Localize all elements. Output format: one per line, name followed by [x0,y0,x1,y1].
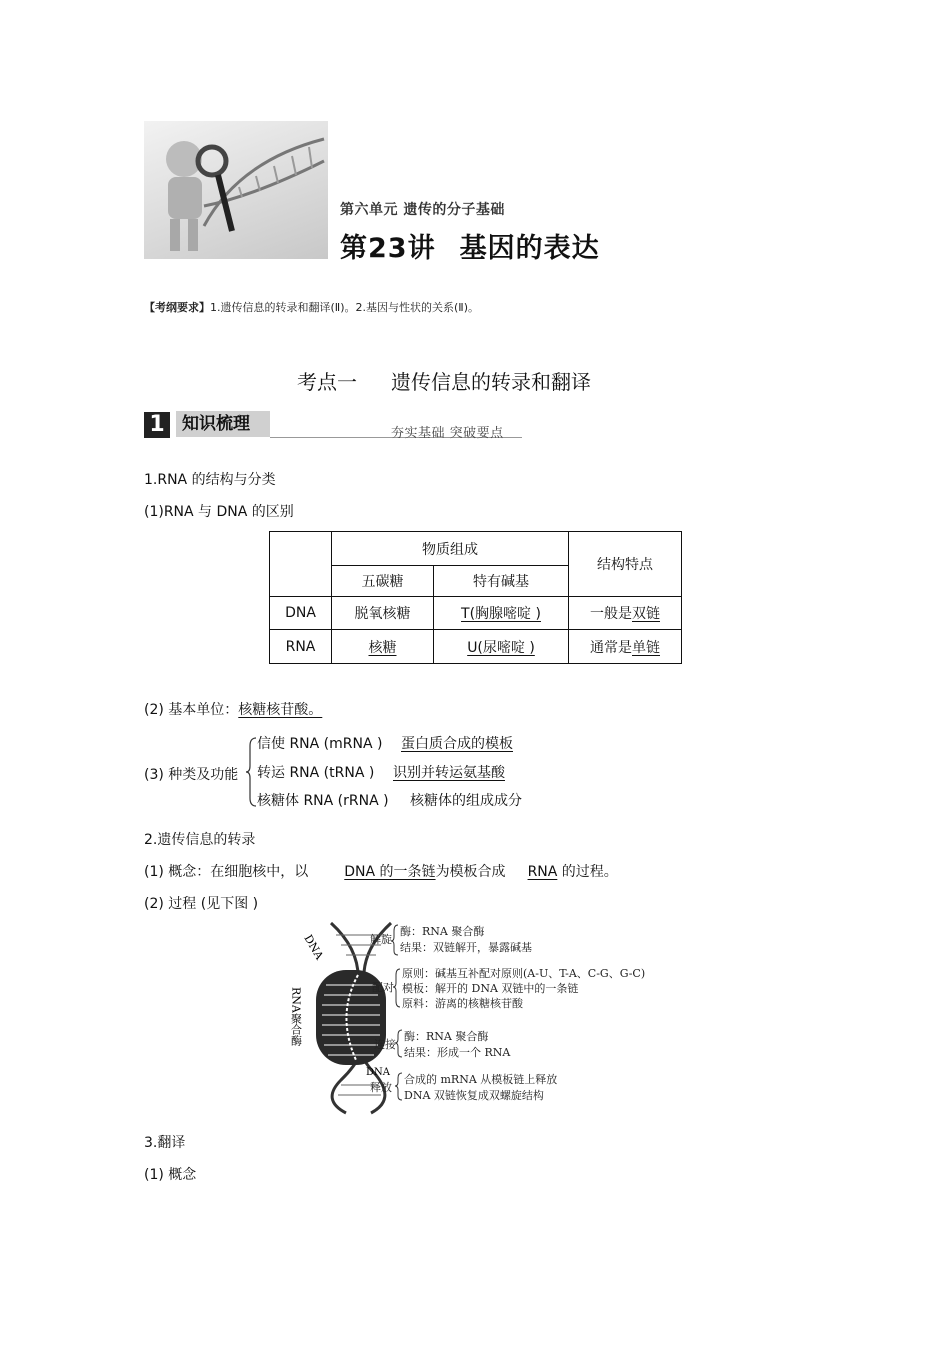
step-pair-name: 配对 [372,981,394,994]
s3-heading: 3.翻译 [144,1135,186,1151]
table-header-struct: 结构特点 [569,532,682,597]
table-cell-sugar: 脱氧核糖 [332,597,434,630]
rna-dna-table [269,531,682,664]
table-corner [270,532,332,597]
table-header-sugar: 五碳糖 [332,566,434,597]
transcription-diagram [289,915,676,1115]
step-link-line2: 结果：形成一个 RNA [404,1046,511,1059]
s2-heading: 2.遗传信息的转录 [144,832,256,848]
concept-template-strand: DNA 的一条链 [344,864,436,880]
kaodian-heading [297,366,591,395]
type-rrna-function: 核糖体的组成成分 [410,793,522,809]
requirements-tag: 【考纲要求】 [144,301,210,314]
unit-line: 第六单元 遗传的分子基础 [340,202,505,218]
concept-text-e: 的过程。 [557,864,618,880]
table-cell-struct: 双链 [632,606,660,622]
section-subtitle: 夯实基础 突破要点 [391,426,504,441]
kaodian-label: 考点一 [297,370,357,394]
table-row [270,597,682,630]
s3-sub1: (1) 概念 [144,1167,197,1183]
section-number: 1 [144,412,170,438]
step-pair-line1: 原则：碱基互补配对原则(A-U、T-A、C-G、G-C) [402,967,646,980]
table-cell-sugar: 核糖 [368,639,397,656]
step-unwind-line1: 酶：RNA 聚合酶 [400,925,485,938]
dna-label-top: DNA [301,932,326,962]
table-row [270,630,682,664]
rna-polymerase-label: RNA聚合酶 [289,987,303,1046]
exam-requirements [144,299,479,315]
basic-unit-label: (2) 基本单位： [144,702,239,718]
concept-text-a: (1) 概念：在细胞核中，以 [144,864,309,880]
concept-text-c: 为模板合成 [435,864,506,880]
s2-concept [144,861,618,881]
lecture-title [340,226,600,265]
dna-label-bottom: DNA [366,1067,390,1078]
s1-sub1: (1)RNA 与 DNA 的区别 [144,504,294,520]
step-link-name: 连接 [374,1038,396,1051]
table-group-header: 物质组成 [332,532,569,566]
table-cell-name: DNA [270,597,332,630]
s2-process: (2) 过程 (见下图 ) [144,896,259,912]
dna-figure-illustration [144,121,328,259]
table-cell-base: T(胸腺嘧啶 ) [461,606,541,622]
type-trna-function: 识别并转运氨基酸 [393,765,505,781]
s1-sub2 [144,699,322,719]
section-title: 知识梳理 [176,411,270,437]
types-label: (3) 种类及功能 [144,767,239,783]
kaodian-title: 遗传信息的转录和翻译 [391,370,591,394]
step-release-line2: DNA 双链恢复成双螺旋结构 [404,1089,544,1102]
step-link-line1: 酶：RNA 聚合酶 [404,1030,489,1043]
step-unwind-line2: 结果：双链解开，暴露碱基 [400,941,532,954]
step-unwind-name: 解旋 [370,933,392,946]
table-cell-struct: 单链 [632,639,660,656]
type-mrna-function: 蛋白质合成的模板 [401,736,513,752]
lecture-number: 第23讲 [340,233,436,264]
concept-product: RNA [527,864,558,880]
table-header-base: 特有碱基 [434,566,569,597]
lecture-topic: 基因的表达 [459,233,600,264]
table-cell-struct-prefix: 通常是 [590,639,632,656]
step-pair-line2: 模板：解开的 DNA 双链中的一条链 [402,982,579,995]
banner-image [144,121,328,259]
table-cell-struct-prefix: 一般是 [590,606,632,622]
type-trna-name: 转运 RNA (tRNA ) [257,765,375,781]
step-release-line1: 合成的 mRNA 从模板链上释放 [404,1073,558,1086]
basic-unit-value: 核糖核苷酸。 [238,702,323,718]
table-cell-name: RNA [270,630,332,664]
step-release-name: 释放 [370,1081,392,1094]
requirements-text: 1.遗传信息的转录和翻译(Ⅱ)。2.基因与性状的关系(Ⅱ)。 [210,301,479,314]
type-rrna-name: 核糖体 RNA (rRNA ) [257,793,389,809]
type-mrna-name: 信使 RNA (mRNA ) [257,736,383,752]
s1-heading: 1.RNA 的结构与分类 [144,472,276,488]
step-pair-line3: 原料：游离的核糖核苷酸 [402,997,523,1010]
table-cell-base: U(尿嘧啶 ) [467,639,535,656]
